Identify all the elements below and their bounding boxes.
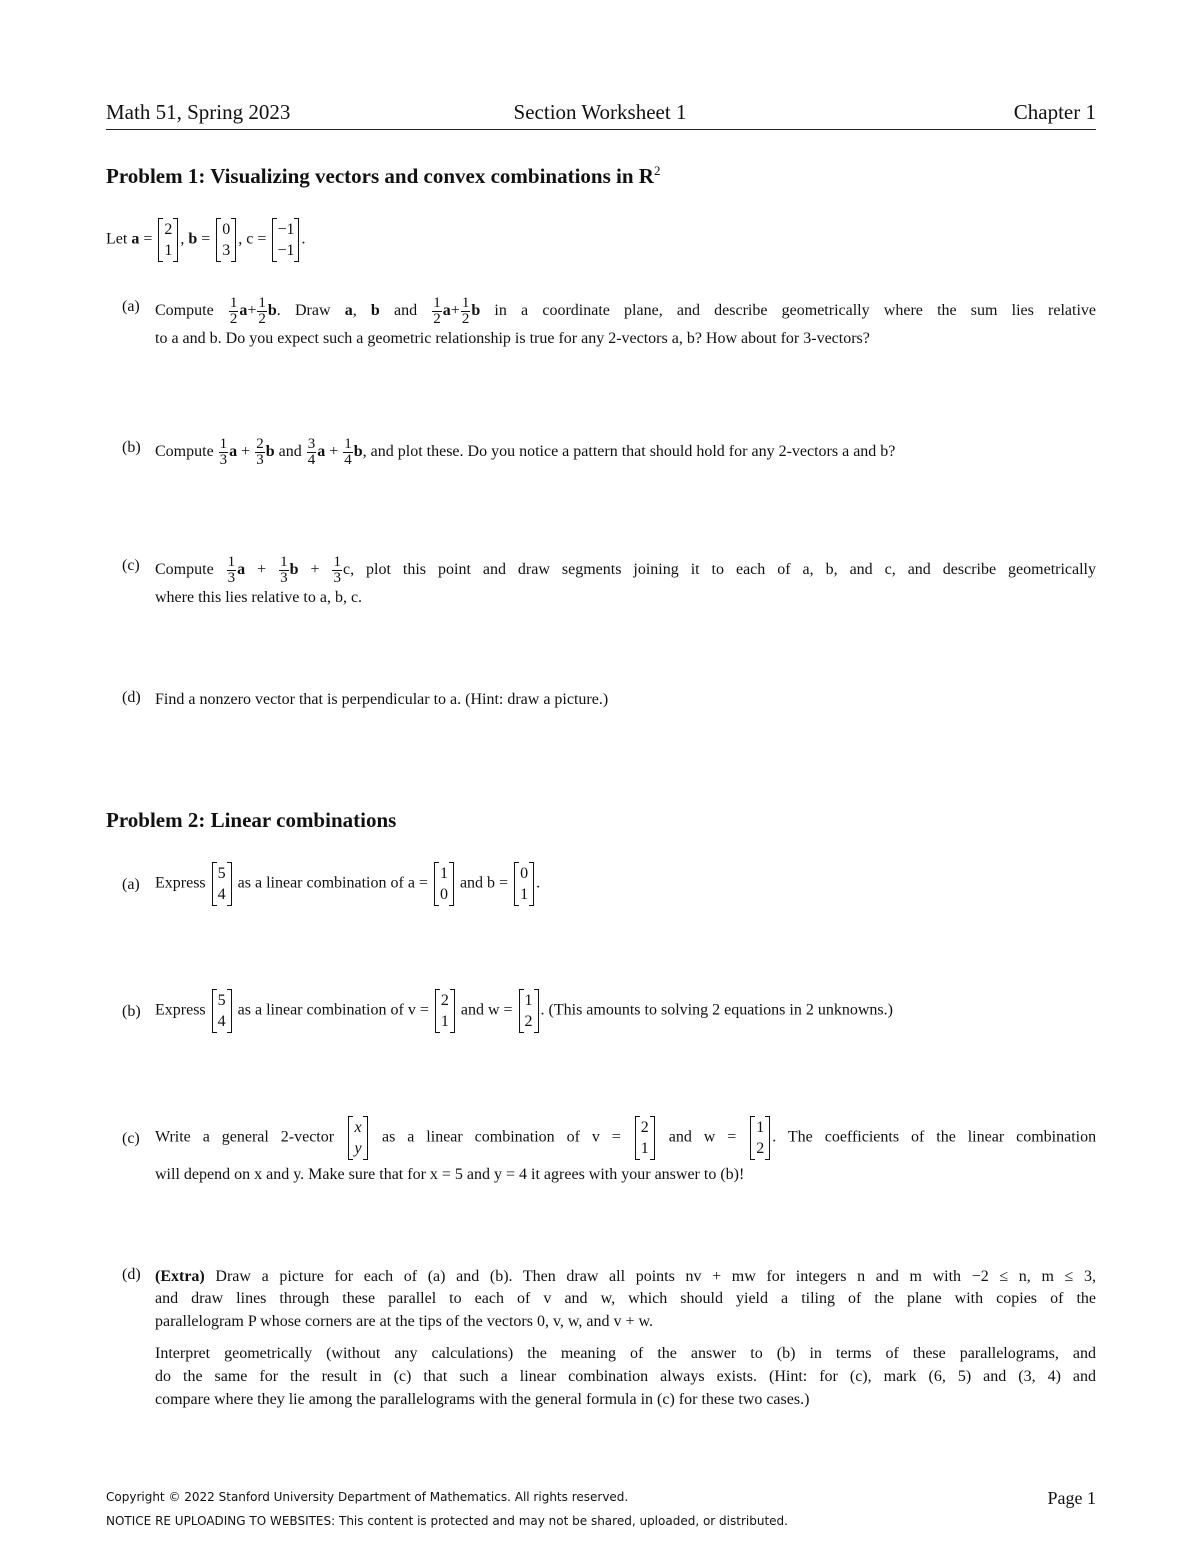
p2a-label: (a)	[122, 876, 140, 893]
p1c-line2: where this lies relative to a, b, c.	[155, 589, 363, 606]
problem2-title: Problem 2: Linear combinations	[106, 808, 397, 832]
vector-definitions: Let a = 2 1 , b = 0 3 , c = −1 −1 .	[106, 218, 305, 262]
p1a-line2: to a and b. Do you expect such a geometric relationship is true for any 2-vectors a, b? How about for 3-vectors?	[155, 330, 870, 347]
header-course: Math 51, Spring 2023	[106, 100, 291, 124]
p1b-label: (b)	[122, 439, 141, 456]
p2a-text: Express 5 4 as a linear combination of a = 1 0 and b = 0 1 .	[155, 862, 1096, 906]
p1a-line1: Compute $\frac{1}{2}$ a+ $\frac{1}{2}$ b. Draw a, b and $\frac{1}{2}$ a+ $\frac{1}{2}$ b in a coordinate plane, and describe geometrically where the sum lies relative	[155, 295, 1097, 327]
vector-c: −1 −1	[272, 218, 299, 262]
p2d-line2: and draw lines through these parallel to each of v and w, which should yield a tiling of the plane with copies of the	[155, 1290, 1096, 1307]
p2d-para2-line3: compare where they lie among the parallelograms with the general formula in (c) for these two cases.)	[155, 1391, 810, 1408]
p1c-line1: Compute $\frac{1}{3}$ a + $\frac{1}{3}$ b + $\frac{1}{3}$ c, plot this point and draw segments joining it to each of a, b, and c, and describe geometrically	[155, 554, 1097, 586]
header-title: Section Worksheet 1	[513, 100, 687, 124]
p1d-text: Find a nonzero vector that is perpendicular to a. (Hint: draw a picture.)	[155, 691, 609, 708]
footer-notice: NOTICE RE UPLOADING TO WEBSITES: This content is protected and may not be shared, uploaded, or distributed.	[106, 1514, 788, 1528]
p2d-label: (d)	[122, 1266, 141, 1283]
page-number: Page 1	[1047, 1488, 1096, 1508]
p1b-text: Compute $\frac{1}{3}$ a + $\frac{2}{3}$ b and $\frac{3}{4}$ a + $\frac{1}{4}$ b, and plot these. Do you notice a pattern that should hold for any 2-vectors a and b?	[155, 436, 896, 468]
p2d-line1: (Extra) Draw a picture for each of (a) and (b). Then draw all points nv + mw for integers n and m with −2 ≤ n, m ≤ 3,	[155, 1268, 1096, 1285]
footer-copyright: Copyright © 2022 Stanford University Department of Mathematics. All rights reserved.	[106, 1490, 629, 1504]
p1a-label: (a)	[122, 298, 140, 315]
p1d-label: (d)	[122, 689, 141, 706]
p2d-line3: parallelogram P whose corners are at the tips of the vectors 0, v, w, and v + w.	[155, 1313, 654, 1330]
p2d-para2-line2: do the same for the result in (c) that such a linear combination always exists. (Hint: for (c), mark (6, 5) and (3, 4) and	[155, 1368, 1096, 1385]
p2c-line2: will depend on x and y. Make sure that for x = 5 and y = 4 it agrees with your answer to (b)!	[155, 1166, 745, 1183]
p1c-label: (c)	[122, 557, 140, 574]
p2d-para2-line1: Interpret geometrically (without any calculations) the meaning of the answer to (b) in terms of these parallelograms, and	[155, 1345, 1096, 1362]
header-rule	[106, 129, 1096, 130]
problem1-title: Problem 1: Visualizing vectors and convex combinations in $R^2$	[106, 163, 661, 188]
header-chapter: Chapter 1	[1013, 100, 1096, 124]
vector-b: 0 3	[216, 218, 236, 262]
vector-a: 2 1	[158, 218, 178, 262]
p2b-label: (b)	[122, 1003, 141, 1020]
p2c-line1: Write a general 2-vector x y as a linear combination of v = 2 1 and w = 1 2 . The coefficients of the linear combination	[155, 1116, 1096, 1160]
p2c-label: (c)	[122, 1130, 140, 1147]
p2b-text: Express 5 4 as a linear combination of v = 2 1 and w = 1 2 . (This amounts to solving 2 equations in 2 unknowns.)	[155, 989, 1096, 1033]
